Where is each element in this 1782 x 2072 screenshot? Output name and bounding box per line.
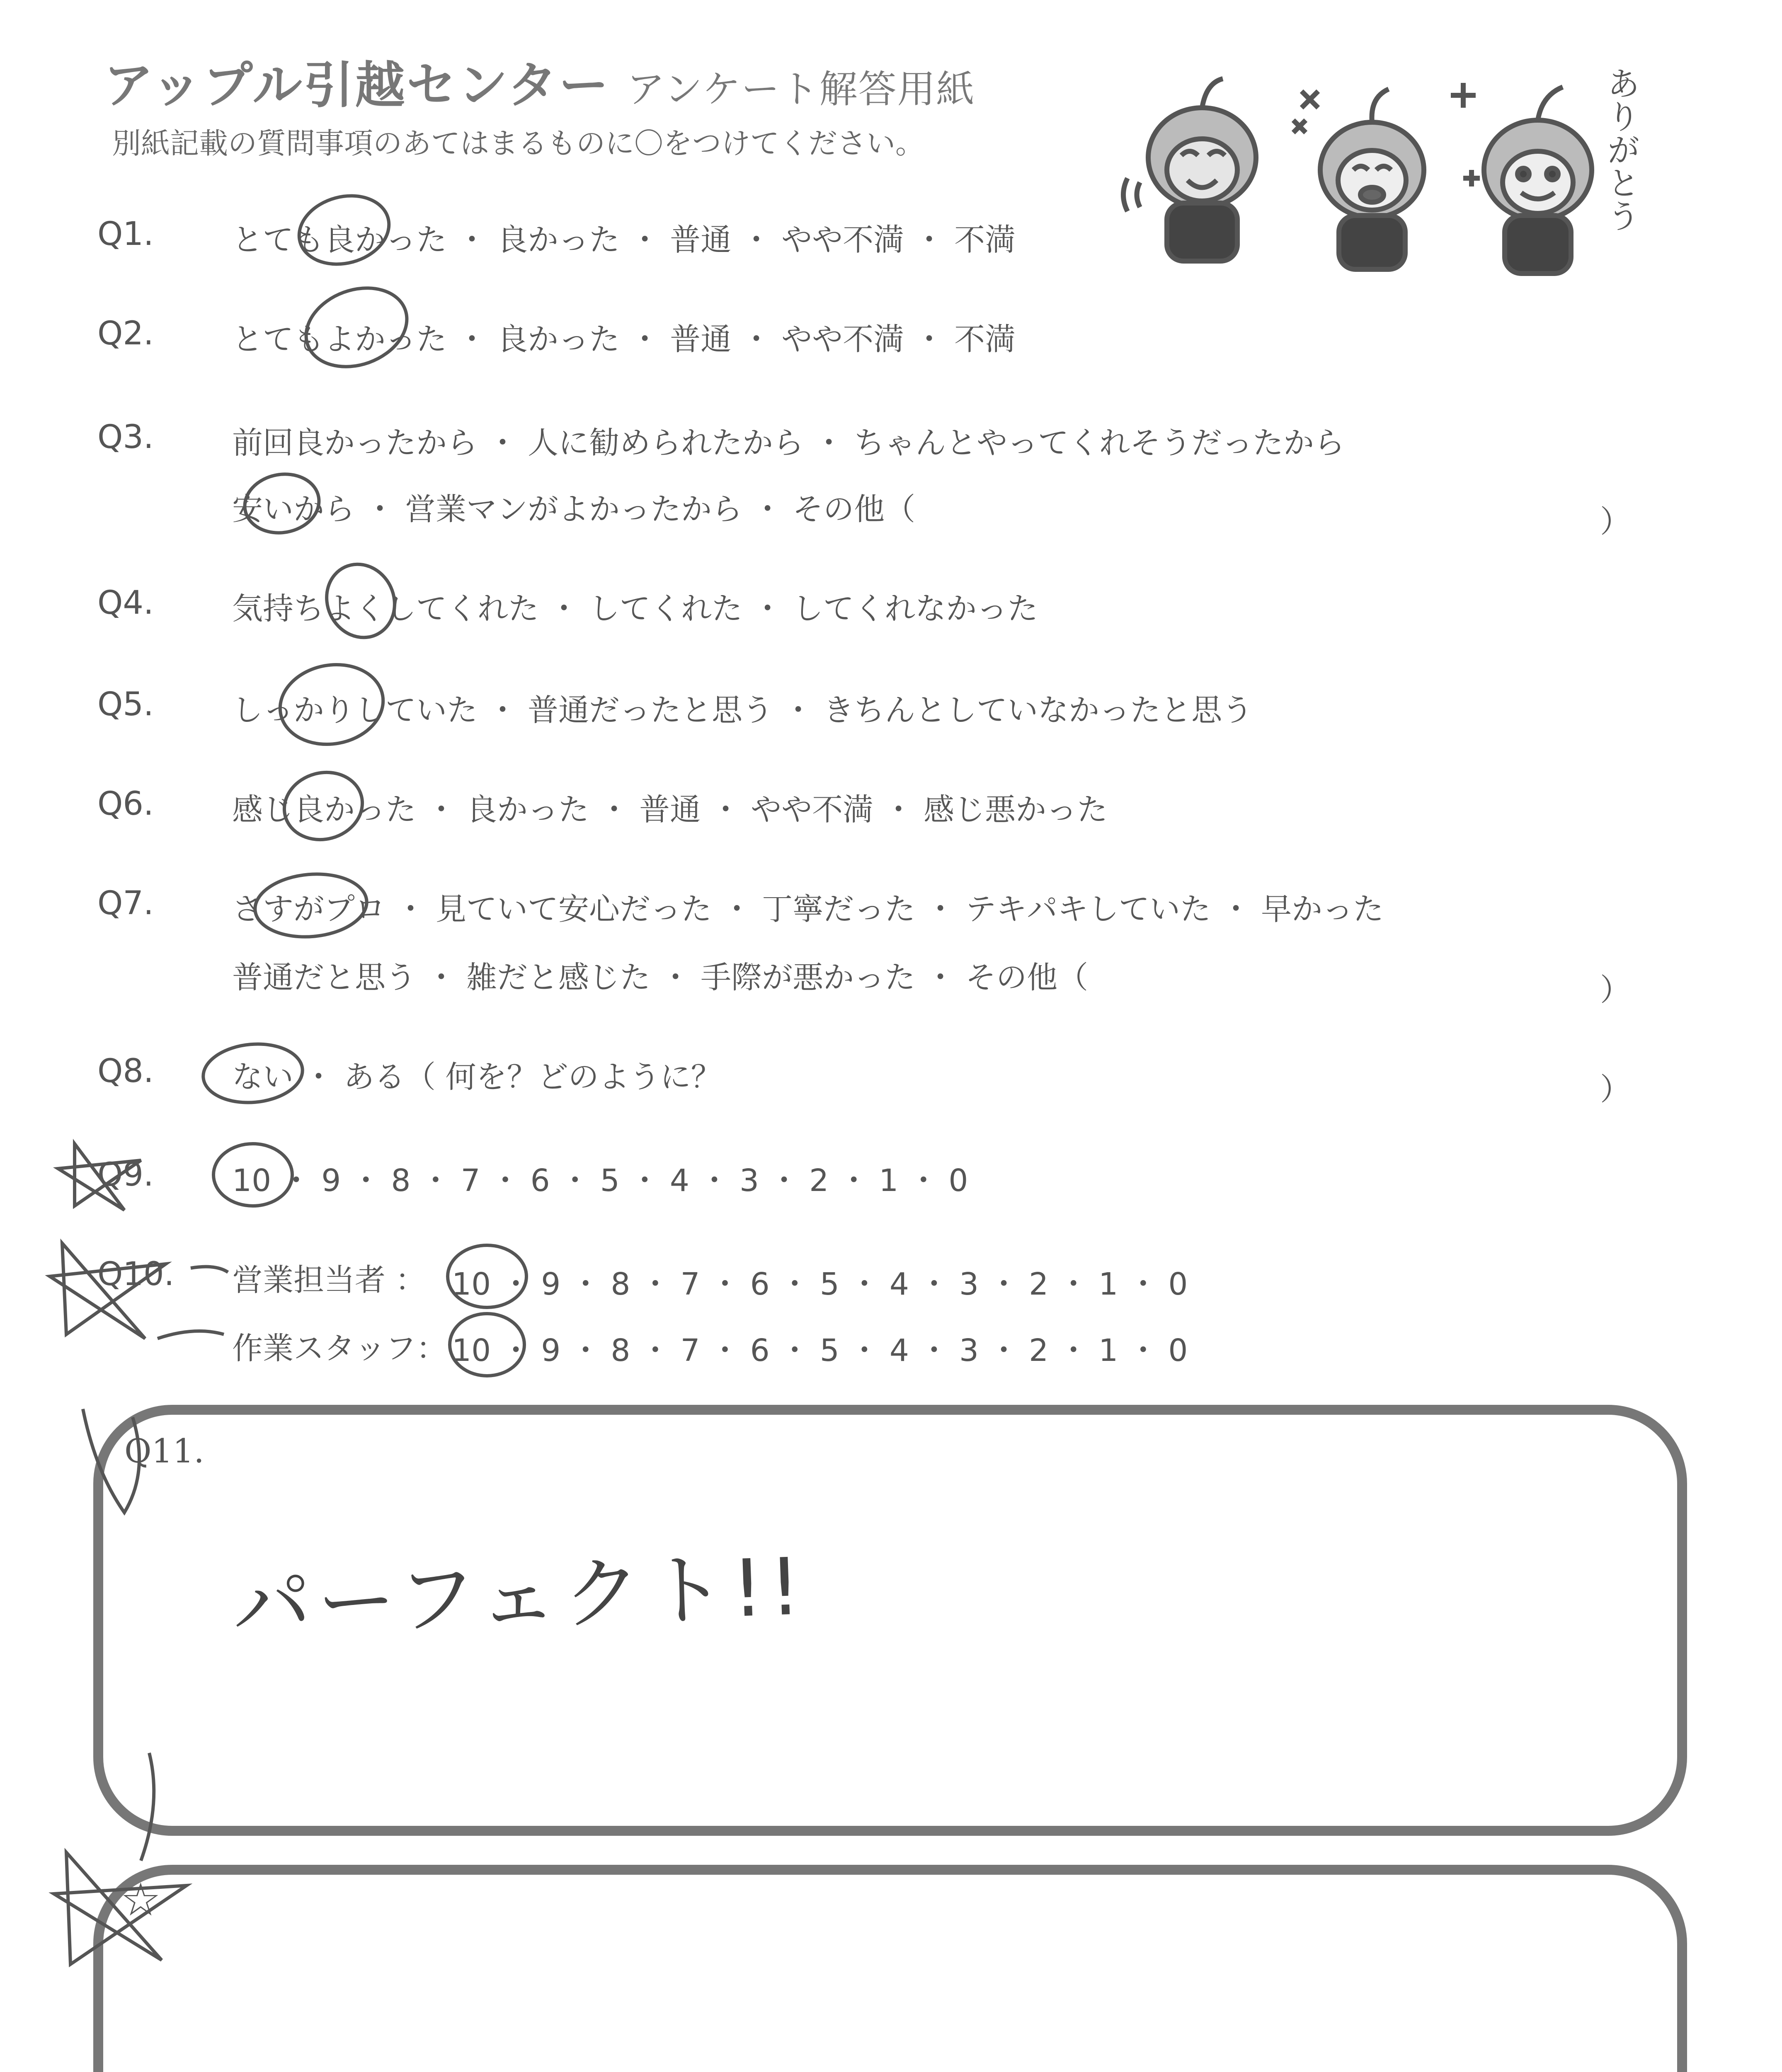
q7-options-line2[interactable]: 普通だと思う ・ 雑だと感じた ・ 手際が悪かった ・ その他（ [232, 960, 1089, 995]
q5-label: Q5. [97, 686, 154, 723]
q6-options[interactable]: 感じ良かった ・ 良かった ・ 普通 ・ やや不満 ・ 感じ悪かった [232, 792, 1108, 828]
form-title: アンケート解答用紙 [627, 67, 975, 111]
q2-options[interactable]: とてもよかった ・ 良かった ・ 普通 ・ やや不満 ・ 不満 [232, 322, 1016, 357]
q3-options-line1[interactable]: 前回良かったから ・ 人に勧められたから ・ ちゃんとやってくれそうだったから [232, 425, 1345, 461]
q4-options[interactable]: 気持ちよくしてくれた ・ してくれた ・ してくれなかった [232, 591, 1038, 627]
instruction-text: 別紙記載の質問事項のあてはまるものに〇をつけてください。 [112, 126, 924, 160]
q10-sales-label: 営業担当者 ： [232, 1262, 426, 1298]
q3-label: Q3. [97, 419, 154, 456]
q7-label: Q7. [97, 885, 154, 922]
q1-label: Q1. [97, 215, 154, 253]
q4-label: Q4. [97, 584, 154, 622]
q3-options-line2[interactable]: 安いから ・ 営業マンがよかったから ・ その他（ [232, 491, 916, 527]
q8-paren-close: ） [1600, 1072, 1631, 1107]
mascot-monkeys-illustration [1119, 66, 1679, 282]
monkey-laughing-icon [1123, 79, 1256, 261]
q10-staff-label: 作業スタッフ： [232, 1331, 447, 1366]
q9-scale[interactable]: 10 ・ 9 ・ 8 ・ 7 ・ 6 ・ 5 ・ 4 ・ 3 ・ 2 ・ 1 ・ 0 [232, 1163, 968, 1198]
q7-options-line1[interactable]: さすがプロ ・ 見ていて安心だった ・ 丁寧だった ・ テキパキしていた ・ 早かった [232, 891, 1384, 927]
q9-label: Q9. [97, 1156, 154, 1193]
q6-label: Q6. [97, 785, 154, 823]
q10-staff-scale[interactable]: 10 ・ 9 ・ 8 ・ 7 ・ 6 ・ 5 ・ 4 ・ 3 ・ 2 ・ 1 ・ 0 [452, 1333, 1188, 1368]
q10-dash-1 [191, 1267, 228, 1272]
q10-dash-2 [158, 1331, 224, 1339]
q10-label: Q10. [97, 1256, 175, 1293]
q8-label: Q8. [97, 1053, 154, 1090]
mascot-caption: ありがとう [1601, 66, 1640, 232]
q8-options[interactable]: ない ・ ある（ 何を？どのように？ [232, 1059, 722, 1095]
q11-handwritten-answer: パーフェクト!! [231, 1540, 808, 1653]
monkey-smiling-icon [1451, 83, 1592, 274]
q5-options[interactable]: しっかりしていた ・ 普通だったと思う ・ きちんとしていなかったと思う [232, 692, 1253, 728]
q7-paren-close: ） [1600, 972, 1631, 1008]
q11-label: Q11. [124, 1432, 204, 1470]
company-name: アップル引越センター [104, 57, 610, 114]
star-box-label: ☆ [120, 1873, 161, 1926]
q1-options[interactable]: とても良かった ・ 良かった ・ 普通 ・ やや不満 ・ 不満 [232, 222, 1016, 258]
star-comment-box[interactable] [93, 1865, 1687, 2072]
q10-sales-scale[interactable]: 10 ・ 9 ・ 8 ・ 7 ・ 6 ・ 5 ・ 4 ・ 3 ・ 2 ・ 1 ・ 0 [452, 1266, 1188, 1302]
monkey-happy-icon [1293, 89, 1424, 269]
q2-label: Q2. [97, 315, 154, 352]
form-header [104, 46, 975, 117]
q3-paren-close: ） [1600, 504, 1631, 540]
